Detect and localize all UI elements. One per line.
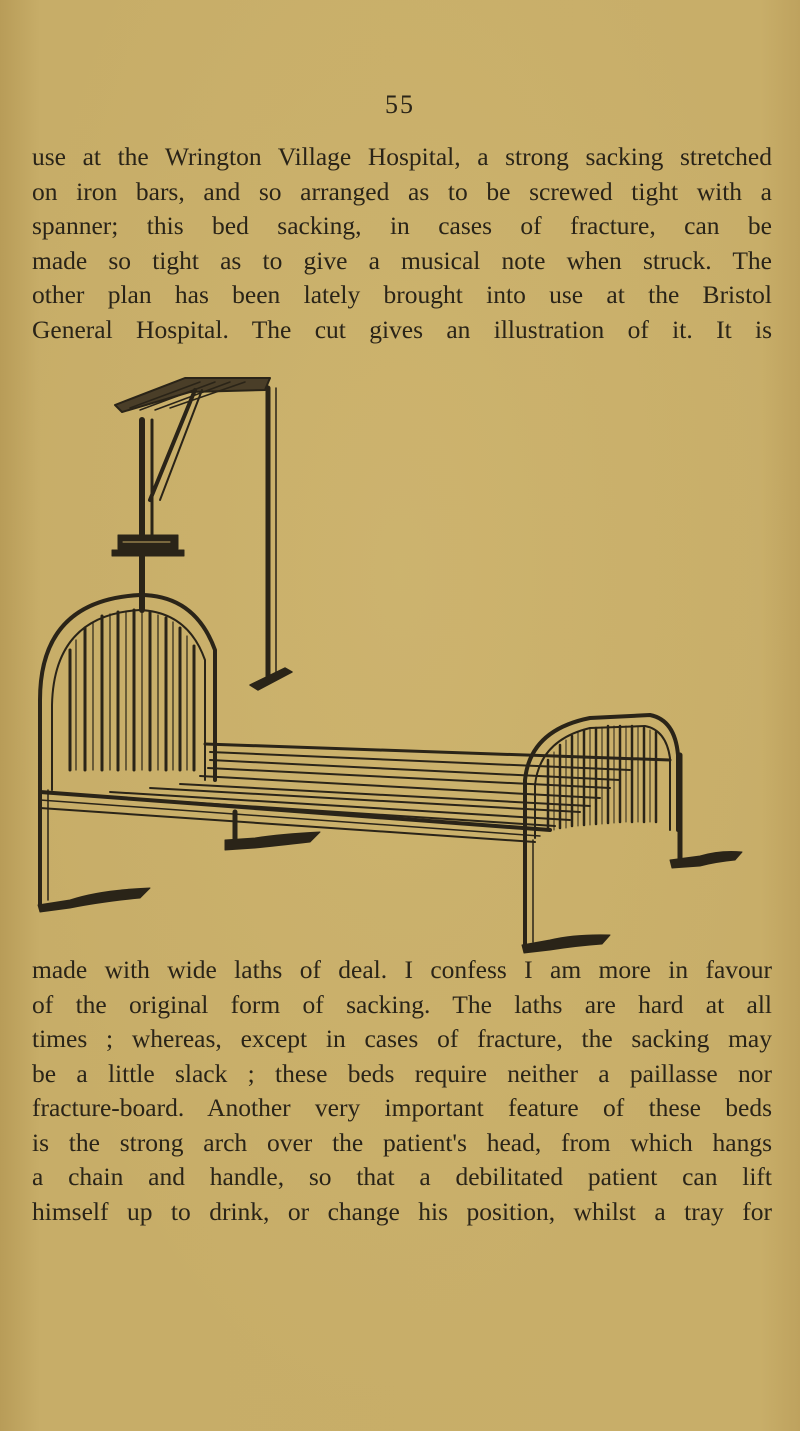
text-line: made with wide laths of deal. I confess I am more in favour: [32, 955, 772, 984]
text-line: on iron bars, and so arranged as to be screwed tight with a: [32, 176, 772, 206]
text-line: made so tight as to give a musical note when struck. The: [32, 245, 772, 275]
paragraph-bottom: [32, 953, 772, 1229]
paragraph-top: [32, 140, 772, 347]
page-number: 55: [385, 90, 415, 119]
text-line: use at the Wrington Village Hospital, a strong sacking stretched: [32, 142, 772, 171]
text-line: a chain and handle, so that a debilitated patient can lift: [32, 1162, 772, 1191]
text-line: other plan has been lately brought into use at the Bristol: [32, 280, 772, 309]
overhead-arch: [112, 378, 292, 690]
text-line: of the original form of sacking. The laths are hard at all: [32, 989, 772, 1019]
text-line: General Hospital. The cut gives an illustration of it. It is: [32, 314, 772, 344]
text-line: times ; whereas, except in cases of fracture, the sacking may: [32, 1024, 772, 1053]
text-line: fracture-board. Another very important feature of these beds: [32, 1093, 772, 1122]
text-line: be a little slack ; these beds require neither a paillasse nor: [32, 1058, 772, 1088]
bed-illustration: [30, 360, 770, 960]
text-line: himself up to drink, or change his position, whilst a tray for: [32, 1196, 772, 1226]
text-line: is the strong arch over the patient's head, from which hangs: [32, 1127, 772, 1157]
footboard: [522, 715, 742, 953]
headboard: [38, 595, 215, 912]
text-line: spanner; this bed sacking, in cases of fracture, can be: [32, 211, 772, 240]
